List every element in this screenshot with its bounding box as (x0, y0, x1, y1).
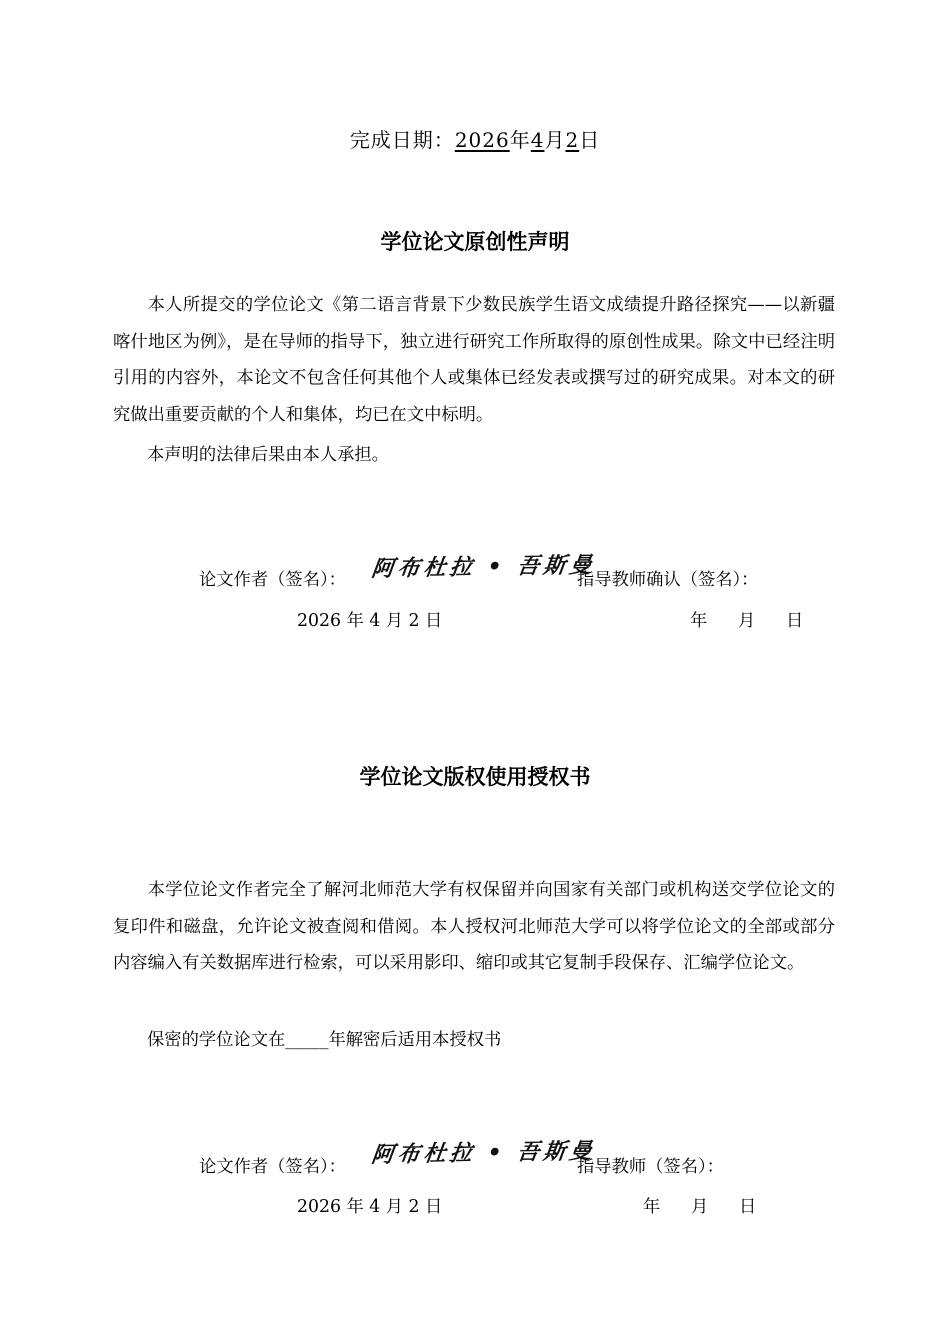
completion-month: 4 (530, 128, 545, 152)
originality-date: 2026 年 4 月 2 日 (297, 611, 443, 631)
originality-advisor-date (690, 606, 803, 631)
completion-day-unit: 日 (579, 128, 601, 152)
completion-date-label: 完成日期： (349, 128, 455, 152)
copyright-title: 学位论文版权使用授权书 (359, 765, 591, 789)
completion-year-unit: 年 (509, 128, 531, 152)
completion-month-unit: 月 (544, 128, 566, 152)
copyright-signature: 阿布杜拉 • 吾斯曼 (369, 1138, 598, 1168)
copyright-blank-year: 年 (643, 1197, 661, 1217)
copyright-note: 保密的学位论文在_____年解密后适用本授权书 (147, 1030, 502, 1050)
originality-advisor-label: 指导教师确认（签名）： (577, 570, 759, 590)
originality-blank-day: 日 (786, 611, 804, 631)
originality-paragraph: 本人所提交的学位论文《第二语言背景下少数民族学生语文成绩提升路径探究——以新疆喀什地区为例》，是在导师的指导下，独立进行研究工作所取得的原创性成果。除文中已经注明引用的内容外，本论文不包含任何其他个人或集体已经发表或撰写过的研究成果。对本文的研究做出重要贡献的个人和集体，均已在文中标明。 (113, 295, 835, 425)
originality-author-label: 论文作者（签名）： (199, 570, 346, 590)
completion-year: 2026 (454, 128, 510, 152)
copyright-advisor-label: 指导教师（签名）： (577, 1157, 724, 1177)
copyright-blank-day: 日 (739, 1197, 757, 1217)
copyright-paragraph: 本学位论文作者完全了解河北师范大学有权保留并向国家有关部门或机构送交学位论文的复印件和磁盘，允许论文被查阅和借阅。本人授权河北师范大学可以将学位论文的全部或部分内容编入有关数据库进行检索，可以采用影印、缩印或其它复制手段保存、汇编学位论文。 (113, 880, 835, 974)
copyright-advisor-date (643, 1192, 756, 1217)
completion-day: 2 (565, 128, 580, 152)
originality-blank-year: 年 (690, 611, 708, 631)
copyright-author-label: 论文作者（签名）： (199, 1157, 346, 1177)
copyright-blank-month: 月 (691, 1197, 709, 1217)
originality-note: 本声明的法律后果由本人承担。 (147, 445, 389, 465)
copyright-date: 2026 年 4 月 2 日 (297, 1197, 443, 1217)
originality-signature: 阿布杜拉 • 吾斯曼 (369, 552, 598, 582)
completion-date (0, 124, 950, 153)
originality-blank-month: 月 (738, 611, 756, 631)
originality-title: 学位论文原创性声明 (380, 230, 570, 254)
